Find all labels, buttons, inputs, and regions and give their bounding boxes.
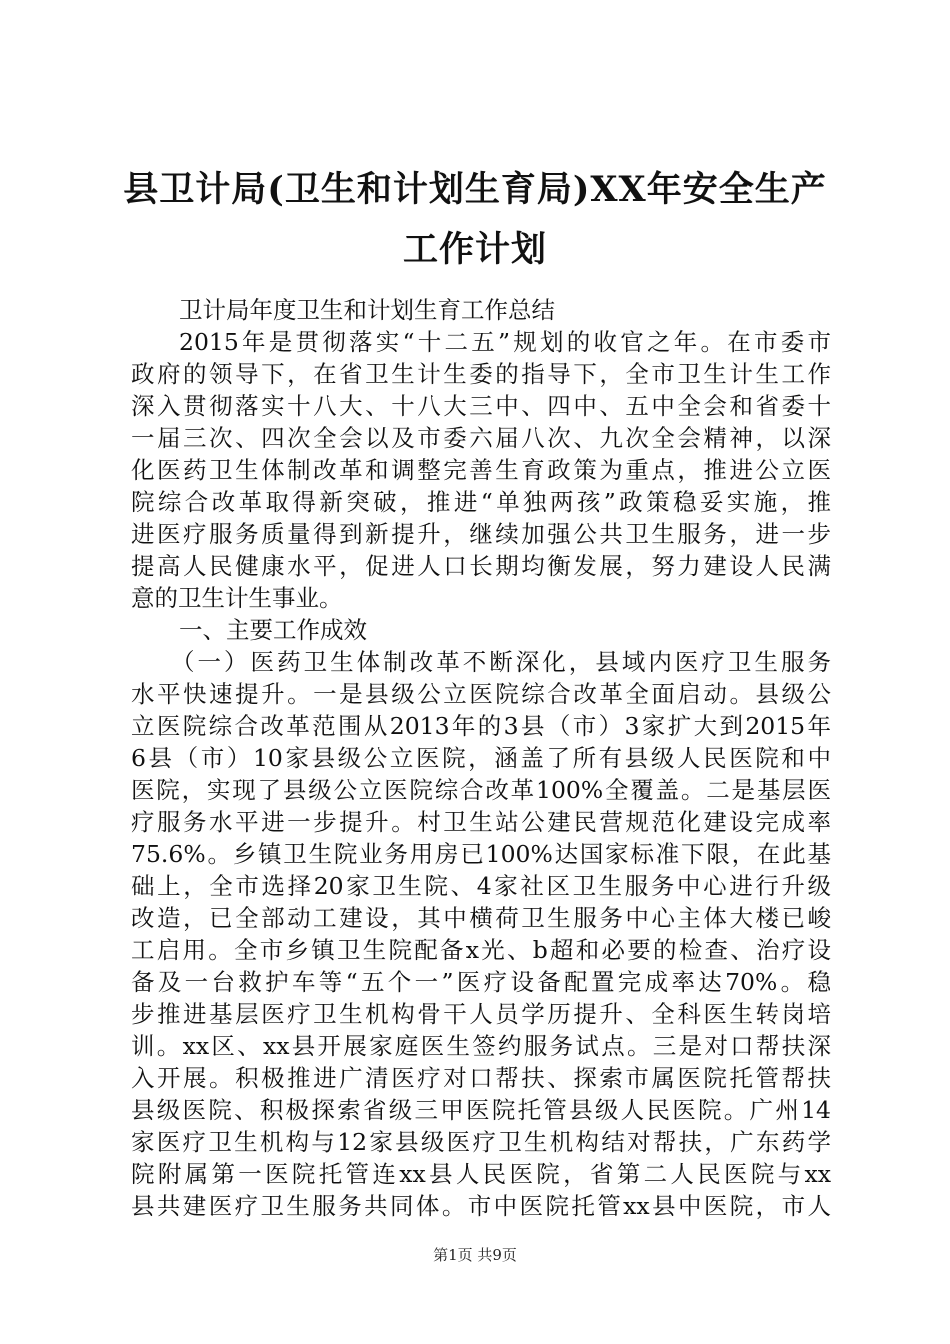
paragraph-line: 立医院综合改革范围从2013年的3县（市）3家扩大到2015年 bbox=[131, 712, 831, 740]
paragraph-line: 家医疗卫生机构与12家县级医疗卫生机构结对帮扶，广东药学 bbox=[131, 1128, 831, 1156]
paragraph-line: 院附属第一医院托管连xx县人民医院，省第二人民医院与xx bbox=[131, 1160, 831, 1188]
paragraph-line: 步推进基层医疗卫生机构骨干人员学历提升、全科医生转岗培 bbox=[131, 1000, 831, 1028]
paragraph-line: 一届三次、四次全会以及市委六届八次、九次全会精神，以深 bbox=[131, 424, 831, 452]
paragraph-line: 深入贯彻落实十八大、十八大三中、四中、五中全会和省委十 bbox=[131, 392, 831, 420]
document-title-line-2: 工作计划 bbox=[402, 229, 547, 270]
paragraph-line: 水平快速提升。一是县级公立医院综合改革全面启动。县级公 bbox=[131, 680, 831, 708]
paragraph-line: 进医疗服务质量得到新提升，继续加强公共卫生服务，进一步 bbox=[131, 520, 831, 548]
paragraph-line: 县级医院、积极探索省级三甲医院托管县级人民医院。广州14 bbox=[131, 1096, 831, 1124]
paragraph-line: 院综合改革取得新突破，推进“单独两孩”政策稳妥实施，推 bbox=[131, 488, 831, 516]
paragraph-line: 础上，全市选择20家卫生院、4家社区卫生服务中心进行升级 bbox=[131, 872, 831, 900]
paragraph-line: 政府的领导下，在省卫生计生委的指导下，全市卫生计生工作 bbox=[131, 360, 831, 388]
paragraph-line: 改造，已全部动工建设，其中横荷卫生服务中心主体大楼已峻 bbox=[131, 904, 831, 932]
paragraph-line: 入开展。积极推进广清医疗对口帮扶、探索市属医院托管帮扶 bbox=[131, 1064, 831, 1092]
paragraph-line: 75.6%。乡镇卫生院业务用房已100%达国家标准下限，在此基 bbox=[131, 840, 831, 868]
document-title-line-1: 县卫计局(卫生和计划生育局)XX年安全生产 bbox=[123, 169, 827, 210]
page-footer: 第1页 共9页 bbox=[433, 1246, 517, 1264]
paragraph-line: 疗服务水平进一步提升。村卫生站公建民营规范化建设完成率 bbox=[131, 808, 831, 836]
paragraph-line: 县共建医疗卫生服务共同体。市中医院托管xx县中医院，市人 bbox=[131, 1192, 831, 1220]
paragraph-line: 2015年是贯彻落实“十二五”规划的收官之年。在市委市 bbox=[179, 328, 831, 356]
paragraph-line: 工启用。全市乡镇卫生院配备x光、b超和必要的检查、治疗设 bbox=[131, 936, 831, 964]
paragraph-line: 意的卫生计生事业。 bbox=[131, 584, 343, 612]
paragraph-line: （一）医药卫生体制改革不断深化，县域内医疗卫生服务 bbox=[171, 648, 831, 676]
paragraph-line: 6县（市）10家县级公立医院，涵盖了所有县级人民医院和中 bbox=[131, 744, 831, 772]
paragraph-line: 备及一台救护车等“五个一”医疗设备配置完成率达70%。稳 bbox=[131, 968, 831, 996]
paragraph-line: 提高人民健康水平，促进人口长期均衡发展，努力建设人民满 bbox=[131, 552, 831, 580]
paragraph-line: 训。xx区、xx县开展家庭医生签约服务试点。三是对口帮扶深 bbox=[131, 1032, 831, 1060]
subtitle-line: 卫计局年度卫生和计划生育工作总结 bbox=[179, 296, 555, 324]
section-heading: 一、主要工作成效 bbox=[179, 616, 367, 644]
document-body bbox=[131, 294, 831, 1222]
paragraph-line: 化医药卫生体制改革和调整完善生育政策为重点，推进公立医 bbox=[131, 456, 831, 484]
paragraph-line: 医院，实现了县级公立医院综合改革100%全覆盖。二是基层医 bbox=[131, 776, 831, 804]
